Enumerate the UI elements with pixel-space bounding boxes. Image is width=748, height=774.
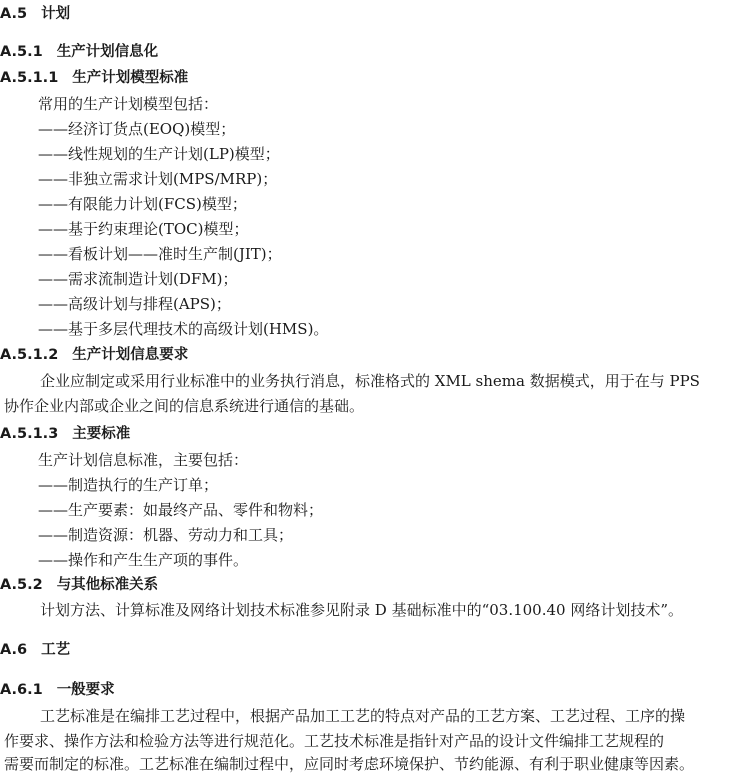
a513-intro: 生产计划信息标准，主要包括： — [38, 451, 249, 469]
heading-a513 — [0, 424, 130, 444]
a513-list-item: ——生产要素：如最终产品、零件和物料； — [38, 501, 324, 519]
heading-a52-number: A.5.2 — [0, 577, 43, 593]
heading-a6-title: 工艺 — [41, 642, 71, 658]
heading-a5-title: 计划 — [41, 6, 71, 22]
a511-intro: 常用的生产计划模型包括： — [38, 95, 219, 113]
heading-a5-number: A.5 — [0, 6, 28, 22]
heading-a52-title: 与其他标准关系 — [56, 577, 159, 593]
heading-a51-number: A.5.1 — [0, 44, 43, 60]
heading-a512 — [0, 345, 188, 365]
heading-a6-number: A.6 — [0, 642, 28, 658]
heading-a51-title: 生产计划信息化 — [56, 44, 159, 60]
a52-paragraph: 计划方法、计算标准及网络计划技术标准参见附录 D 基础标准中的“03.100.40 网络计划技术”。 — [40, 601, 684, 619]
a511-list-item: ——看板计划——准时生产制(JIT)； — [38, 245, 282, 263]
heading-a512-title: 生产计划信息要求 — [72, 347, 189, 363]
a61-paragraph-line: 作要求、操作方法和检验方法等进行规范化。工艺技术标准是指针对产品的设计文件编排工艺规程的 — [4, 732, 665, 750]
heading-a511-number: A.5.1.1 — [0, 70, 59, 86]
a511-list-item: ——线性规划的生产计划(LP)模型； — [38, 145, 280, 163]
heading-a61-title: 一般要求 — [56, 682, 115, 698]
a511-list-item: ——高级计划与排程(APS)； — [38, 295, 231, 313]
a511-list-item: ——非独立需求计划(MPS/MRP)； — [38, 170, 278, 188]
a511-list-item: ——经济订货点(EOQ)模型； — [38, 120, 236, 138]
heading-a512-number: A.5.1.2 — [0, 347, 59, 363]
a513-list-item: ——操作和产生生产项的事件。 — [38, 551, 249, 569]
heading-a52 — [0, 575, 158, 595]
heading-a61 — [0, 680, 115, 700]
a511-list-item: ——需求流制造计划(DFM)； — [38, 270, 238, 288]
a512-paragraph-line: 协作企业内部或企业之间的信息系统进行通信的基础。 — [4, 397, 365, 415]
heading-a61-number: A.6.1 — [0, 682, 43, 698]
heading-a5 — [0, 4, 70, 24]
a513-list-item: ——制造资源：机器、劳动力和工具； — [38, 526, 294, 544]
heading-a511 — [0, 68, 188, 88]
heading-a511-title: 生产计划模型标准 — [72, 70, 189, 86]
a513-list-item: ——制造执行的生产订单； — [38, 476, 219, 494]
a511-list-item: ——基于多层代理技术的高级计划(HMS)。 — [38, 320, 329, 338]
a61-paragraph-line: 工艺标准是在编排工艺过程中，根据产品加工工艺的特点对产品的工艺方案、工艺过程、工序的操 — [40, 707, 686, 725]
a511-list-item: ——有限能力计划(FCS)模型； — [38, 195, 247, 213]
heading-a51 — [0, 42, 158, 62]
a512-paragraph-line: 企业应制定或采用行业标准中的业务执行消息，标准格式的 XML shema 数据模式，用于在与 PPS — [40, 372, 700, 390]
a61-paragraph-line: 需要而制定的标准。工艺标准在编制过程中，应同时考虑环境保护、节约能源、有利于职业健康等因素。 — [4, 755, 695, 773]
heading-a513-number: A.5.1.3 — [0, 426, 59, 442]
a511-list-item: ——基于约束理论(TOC)模型； — [38, 220, 249, 238]
heading-a513-title: 主要标准 — [72, 426, 131, 442]
heading-a6 — [0, 640, 70, 660]
